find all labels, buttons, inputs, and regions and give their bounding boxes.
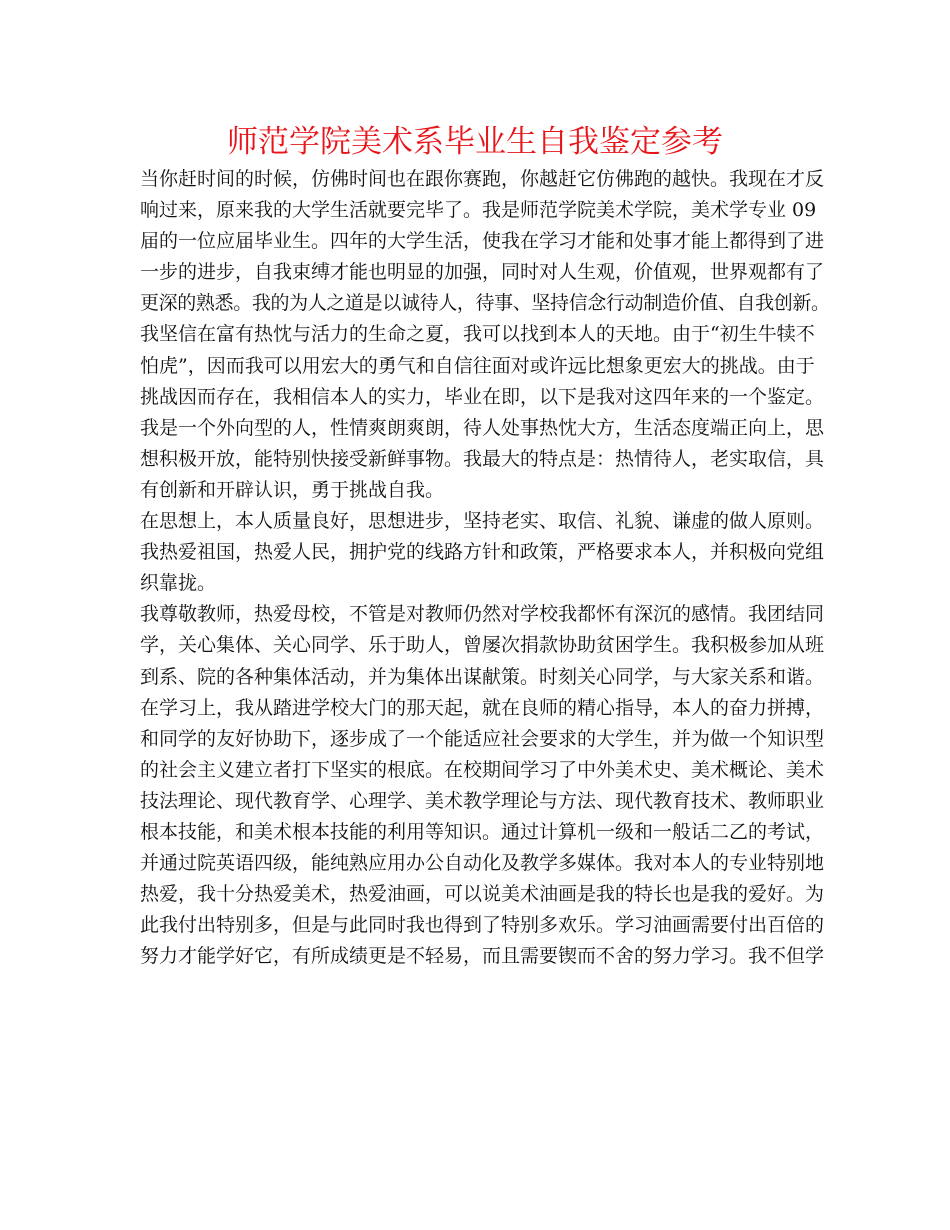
body-line: 我热爱祖国，热爱人民，拥护党的线路方针和政策，严格要求本人，并积极向党组 — [140, 541, 825, 564]
body-line: 学，关心集体、关心同学、乐于助人，曾屡次捐款协助贫困学生。我积极参加从班 — [140, 634, 825, 657]
body-line: 技法理论、现代教育学、心理学、美术教学理论与方法、现代教育技术、教师职业 — [140, 789, 825, 812]
body-line: 在学习上，我从踏进学校大门的那天起，就在良师的精心指导，本人的奋力拼搏， — [140, 696, 825, 719]
body-line: 我尊敬教师，热爱母校，不管是对教师仍然对学校我都怀有深沉的感情。我团结同 — [140, 603, 825, 626]
body-line: 当你赶时间的时候，仿佛时间也在跟你赛跑，你越赶它仿佛跑的越快。我现在才反 — [140, 168, 825, 190]
body-line: 怕虎”，因而我可以用宏大的勇气和自信往面对或许远比想象更宏大的挑战。由于 — [140, 354, 815, 377]
body-line: 届的一位应届毕业生。四年的大学生活，使我在学习才能和处事才能上都得到了进 — [140, 230, 825, 253]
body-line: 一步的进步，自我束缚才能也明显的加强，同时对人生观，价值观，世界观都有了 — [140, 261, 825, 284]
body-line: 我坚信在富有热忱与活力的生命之夏，我可以找到本人的天地。由于“初生牛犊不 — [140, 323, 815, 346]
body-line: 更深的熟悉。我的为人之道是以诚待人，待事、坚持信念行动制造价值、自我创新。 — [140, 292, 830, 315]
body-line: 和同学的友好协助下，逐步成了一个能适应社会要求的大学生，并为做一个知识型 — [140, 727, 825, 750]
body-line: 根本技能，和美术根本技能的利用等知识。通过计算机一级和一般话二乙的考试， — [140, 820, 825, 843]
body-line: 的社会主义建立者打下坚实的根底。在校期间学习了中外美术史、美术概论、美术 — [140, 758, 825, 781]
body-line: 在思想上，本人质量良好，思想进步，坚持老实、取信、礼貌、谦虚的做人原则。 — [140, 510, 825, 533]
body-line: 此我付出特别多，但是与此同时我也得到了特别多欢乐。学习油画需要付出百倍的 — [140, 914, 825, 937]
body-line: 有创新和开辟认识，勇于挑战自我。 — [140, 478, 445, 501]
body-line: 努力才能学好它，有所成绩更是不轻易，而且需要锲而不舍的努力学习。我不但学 — [140, 945, 825, 968]
body-line: 热爱，我十分热爱美术，热爱油画，可以说美术油画是我的特长也是我的爱好。为 — [140, 883, 825, 906]
body-line: 响过来，原来我的大学生活就要完毕了。我是师范学院美术学院，美术学专业 09 — [140, 199, 817, 222]
body-line: 织靠拢。 — [140, 572, 217, 595]
body-line: 想积极开放，能特别快接受新鲜事物。我最大的特点是：热情待人，老实取信，具 — [140, 447, 825, 470]
body-line: 并通过院英语四级，能纯熟应用办公自动化及教学多媒体。我对本人的专业特别地 — [140, 852, 825, 875]
document-body — [140, 164, 830, 972]
body-line: 我是一个外向型的人，性情爽朗爽朗，待人处事热忱大方，生活态度端正向上，思 — [140, 416, 825, 439]
document-title: 师范学院美术系毕业生自我鉴定参考 — [227, 124, 723, 160]
body-line: 到系、院的各种集体活动，并为集体出谋献策。时刻关心同学，与大家关系和谐。 — [140, 665, 825, 688]
body-line: 挑战因而存在，我相信本人的实力，毕业在即，以下是我对这四年来的一个鉴定。 — [140, 385, 825, 408]
